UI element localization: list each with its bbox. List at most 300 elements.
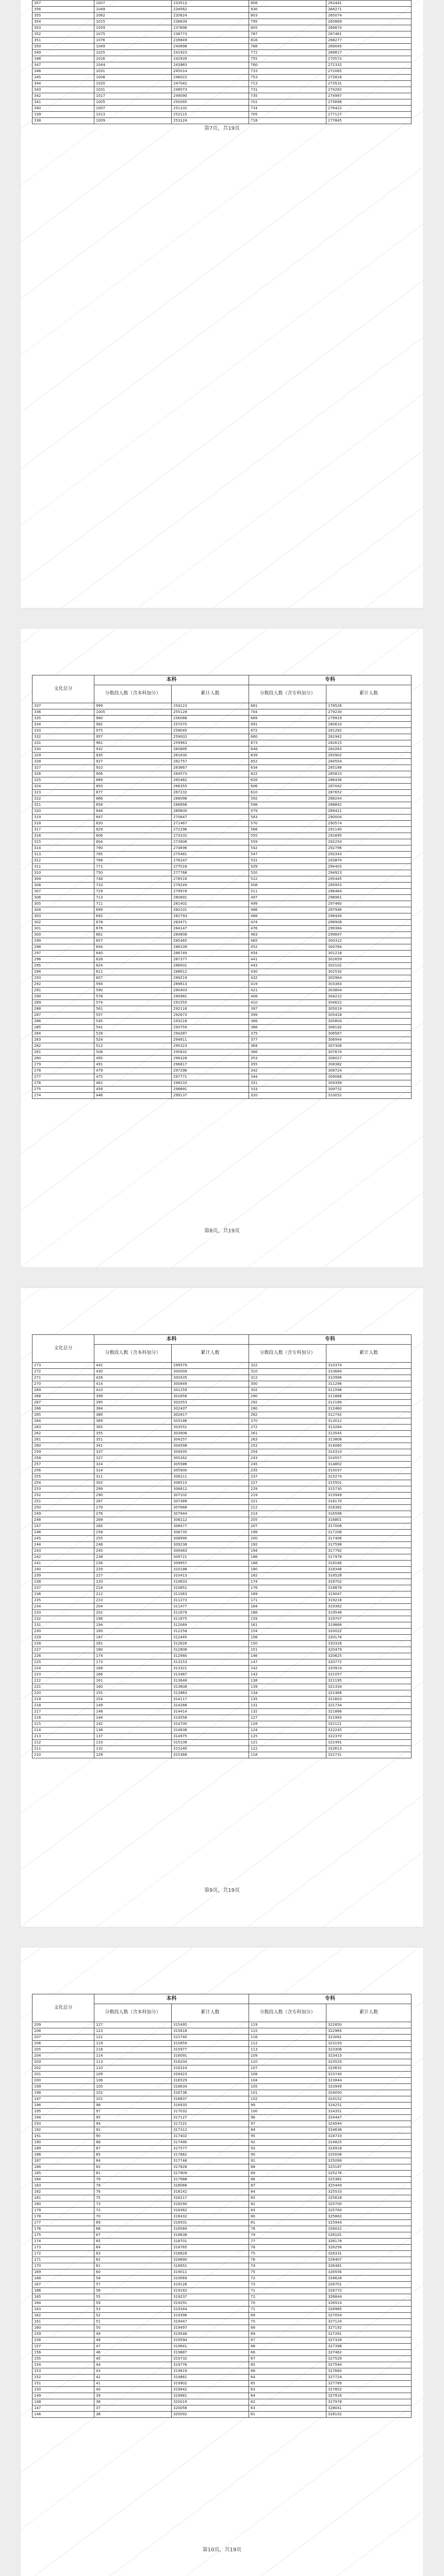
table-cell: 606: [249, 784, 326, 790]
table-cell: 122: [249, 1746, 326, 1752]
table-cell: 88: [94, 2140, 172, 2146]
table-cell: 320914: [326, 1666, 412, 1672]
table-cell: 524: [94, 1037, 172, 1043]
table-cell: 316529: [172, 2078, 249, 2084]
table-cell: 312806: [172, 1647, 249, 1653]
header-count-benke: 分数段人数（含本科加分）: [94, 685, 172, 703]
table-cell: 771: [94, 864, 172, 870]
table-cell: 328: [32, 759, 94, 765]
table-row: [32, 734, 412, 740]
table-cell: 446: [94, 1093, 172, 1099]
table-cell: 317032: [172, 2109, 249, 2115]
table-cell: 261: [32, 1437, 94, 1443]
table-cell: 109: [94, 2072, 172, 2078]
table-row: [32, 981, 412, 988]
table-cell: 306812: [172, 1486, 249, 1493]
table-cell: 318290: [172, 2201, 249, 2208]
table-cell: 308027: [326, 1056, 412, 1062]
table-row: [32, 815, 412, 821]
table-cell: 301658: [172, 1394, 249, 1400]
table-cell: 309732: [326, 1087, 412, 1093]
table-cell: 67: [94, 2232, 172, 2239]
table-cell: 652: [249, 759, 326, 765]
table-cell: 324: [32, 784, 94, 790]
table-cell: 790: [94, 845, 172, 852]
table-cell: 274997: [326, 93, 412, 99]
table-cell: 210: [94, 1598, 172, 1604]
table-cell: 312460: [326, 1406, 412, 1412]
table-cell: 820: [94, 821, 172, 827]
table-cell: 305: [32, 901, 94, 907]
table-cell: 279978: [172, 889, 249, 895]
table-cell: 326844: [326, 2294, 412, 2300]
table-cell: 961: [94, 740, 172, 747]
table-row: [32, 728, 412, 734]
table-cell: 96: [249, 2115, 326, 2121]
table-cell: 410: [249, 1000, 326, 1006]
table-cell: 278526: [326, 703, 412, 709]
table-cell: 254: [249, 1449, 326, 1455]
table-cell: 310: [32, 870, 94, 876]
table-cell: 319126: [172, 2282, 249, 2288]
table-cell: 322491: [326, 1740, 412, 1746]
table-cell: 146: [32, 2412, 94, 2418]
table-cell: 1044: [94, 62, 172, 69]
table-cell: 56: [94, 2288, 172, 2294]
table-cell: 319: [32, 815, 94, 821]
table-cell: 55: [94, 2294, 172, 2300]
table-cell: 298233: [172, 1080, 249, 1087]
table-cell: 248: [32, 1517, 94, 1523]
table-row: [32, 2313, 412, 2319]
table-cell: 128: [249, 1721, 326, 1727]
table-cell: 259002: [172, 734, 249, 740]
table-cell: 182: [32, 2189, 94, 2195]
table-cell: 351: [94, 1437, 172, 1443]
table-cell: 263441: [326, 1, 412, 7]
table-cell: 705: [249, 112, 326, 118]
table-cell: 169: [32, 2269, 94, 2276]
table-cell: 1049: [94, 44, 172, 50]
table-cell: 315368: [172, 1752, 249, 1758]
table-cell: 279: [32, 1062, 94, 1068]
table-cell: 333: [249, 1087, 326, 1093]
table-cell: 174: [32, 2239, 94, 2245]
table-cell: 168: [94, 1666, 172, 1672]
table-cell: 112: [249, 2041, 326, 2047]
table-cell: 748: [94, 876, 172, 883]
table-row: [32, 1523, 412, 1530]
table-cell: 326: [32, 771, 94, 777]
table-cell: 1075: [94, 31, 172, 38]
table-row: [32, 753, 412, 759]
table-cell: 290981: [172, 994, 249, 1000]
table-cell: 495: [94, 1056, 172, 1062]
header-group-zhuanke: 专科: [249, 1335, 412, 1345]
table-cell: 256088: [172, 716, 249, 722]
table-cell: 323949: [326, 2084, 412, 2090]
table-row: [32, 2337, 412, 2344]
table-cell: 143: [249, 1672, 326, 1678]
table-cell: 277127: [326, 112, 412, 118]
table-cell: 165: [32, 2294, 94, 2300]
table-cell: 304257: [172, 1437, 249, 1443]
table-cell: 321866: [326, 1709, 412, 1715]
table-row: [32, 2047, 412, 2053]
table-cell: 109: [249, 2053, 326, 2059]
table-cell: 327660: [326, 2368, 412, 2375]
table-cell: 324825: [326, 2140, 412, 2146]
table-cell: 311598: [326, 1387, 412, 1394]
table-cell: 932: [94, 747, 172, 753]
table-cell: 313284: [326, 1425, 412, 1431]
table-cell: 278516: [172, 876, 249, 883]
table-cell: 39: [94, 2393, 172, 2399]
table-cell: 319291: [172, 2300, 249, 2307]
table-cell: 337: [94, 1449, 172, 1455]
table-row: [32, 889, 412, 895]
table-row: [32, 901, 412, 907]
table-cell: 327054: [326, 2313, 412, 2319]
table-cell: 44: [94, 2362, 172, 2368]
table-cell: 241: [32, 1561, 94, 1567]
table-cell: 78: [249, 2226, 326, 2232]
table-cell: 661: [94, 932, 172, 938]
table-row: [32, 1684, 412, 1690]
table-row: [32, 75, 412, 81]
table-row: [32, 747, 412, 753]
table-row: [32, 1493, 412, 1499]
table-cell: 327978: [326, 2399, 412, 2405]
table-cell: 265462: [172, 777, 249, 784]
table-row: [32, 2412, 412, 2418]
table-cell: 246022: [172, 75, 249, 81]
score-distribution-table: [32, 0, 412, 124]
table-cell: 221: [249, 1499, 326, 1505]
table-cell: 306: [32, 895, 94, 901]
table-cell: 273: [32, 1363, 94, 1369]
table-cell: 242939: [172, 56, 249, 62]
table-cell: 206: [32, 2041, 94, 2047]
table-cell: 311296: [326, 1381, 412, 1387]
table-cell: 216: [32, 1715, 94, 1721]
table-cell: 348: [32, 56, 94, 62]
table-cell: 319447: [172, 2319, 249, 2325]
table-row: [32, 2065, 412, 2072]
table-cell: 910: [94, 765, 172, 771]
table-cell: 259: [32, 1449, 94, 1455]
table-cell: 319868: [326, 1622, 412, 1629]
table-row: [32, 802, 412, 808]
table-cell: 750: [94, 870, 172, 876]
table-cell: 520: [249, 870, 326, 876]
table-cell: 235: [249, 1468, 326, 1474]
table-cell: 355: [249, 1062, 326, 1068]
table-cell: 317008: [326, 1523, 412, 1530]
table-cell: 191: [32, 2133, 94, 2140]
table-cell: 75: [249, 2251, 326, 2257]
table-cell: 69: [249, 2313, 326, 2319]
table-row: [32, 852, 412, 858]
table-cell: 142: [249, 1666, 326, 1672]
table-row: [32, 1598, 412, 1604]
table-cell: 785: [94, 852, 172, 858]
table-cell: 138: [94, 1727, 172, 1734]
table-cell: 320056: [172, 2405, 249, 2412]
table-cell: 310052: [326, 1093, 412, 1099]
table-cell: 246: [32, 1530, 94, 1536]
table-cell: 302053: [172, 1400, 249, 1406]
table-cell: 314700: [172, 1721, 249, 1727]
table-cell: 292796: [326, 845, 412, 852]
table-cell: 327: [94, 1455, 172, 1462]
table-cell: 49: [94, 2331, 172, 2337]
table-cell: 299: [94, 1486, 172, 1493]
table-cell: 218: [94, 1585, 172, 1591]
table-cell: 326628: [326, 2276, 412, 2282]
table-cell: 236: [32, 1591, 94, 1598]
table-cell: 343: [32, 87, 94, 93]
table-cell: 320092: [172, 2412, 249, 2418]
table-cell: 93: [249, 2146, 326, 2152]
table-cell: 62: [94, 2257, 172, 2263]
table-cell: 84: [249, 2189, 326, 2195]
table-cell: 237: [32, 1585, 94, 1591]
table-cell: 320328: [326, 1641, 412, 1647]
table-cell: 273531: [326, 81, 412, 87]
table-cell: 82: [249, 2201, 326, 2208]
table-cell: 102: [94, 2090, 172, 2096]
table-cell: 497: [249, 895, 326, 901]
table-cell: 142: [94, 1721, 172, 1727]
header-cum-zhuanke: 累计人数: [326, 1345, 412, 1363]
table-cell: 419: [249, 981, 326, 988]
table-cell: 182: [249, 1573, 326, 1579]
table-cell: 311875: [172, 1616, 249, 1622]
table-cell: 301: [32, 926, 94, 932]
table-row: [32, 2375, 412, 2381]
table-cell: 223: [32, 1672, 94, 1678]
table-cell: 92: [249, 2140, 326, 2146]
table-cell: 299847: [326, 932, 412, 938]
table-row: [32, 1437, 412, 1443]
table-cell: 346: [32, 69, 94, 75]
table-cell: 312069: [172, 1622, 249, 1629]
document-page: [21, 629, 423, 1267]
table-cell: 124: [249, 1727, 326, 1734]
table-cell: 203: [32, 2059, 94, 2065]
table-cell: 325099: [326, 2158, 412, 2164]
table-row: [32, 722, 412, 728]
table-row: [32, 1387, 412, 1394]
table-cell: 68: [249, 2344, 326, 2350]
table-cell: 452: [249, 944, 326, 951]
table-cell: 307668: [172, 1505, 249, 1511]
table-cell: 290: [94, 1493, 172, 1499]
table-row: [32, 827, 412, 833]
table-cell: 172: [32, 2251, 94, 2257]
table-cell: 239849: [172, 38, 249, 44]
table-cell: 289421: [326, 808, 412, 815]
table-cell: 149: [32, 2393, 94, 2399]
table-row: [32, 926, 412, 932]
table-cell: 154: [32, 2362, 94, 2368]
table-row: [32, 951, 412, 957]
table-cell: 286749: [172, 951, 249, 957]
table-cell: 225: [32, 1659, 94, 1666]
table-cell: 295831: [172, 1049, 249, 1056]
table-cell: 1031: [94, 69, 172, 75]
table-cell: 276: [94, 1511, 172, 1517]
table-cell: 313321: [172, 1666, 249, 1672]
table-cell: 254: [32, 1480, 94, 1486]
table-row: [32, 1647, 412, 1653]
table-cell: 82: [94, 2164, 172, 2171]
table-cell: 357: [32, 1, 94, 7]
table-cell: 166: [94, 1672, 172, 1678]
table-header: [32, 1335, 412, 1363]
table-cell: 276247: [172, 858, 249, 864]
table-cell: 224: [32, 1666, 94, 1672]
table-row: [32, 1567, 412, 1573]
table-row: [32, 994, 412, 1000]
table-cell: 319732: [172, 2356, 249, 2362]
table-cell: 795: [249, 19, 326, 25]
table-cell: 323306: [326, 2047, 412, 2053]
table-cell: 123: [94, 2028, 172, 2035]
table-cell: 65: [94, 2239, 172, 2245]
table-cell: 283902: [326, 753, 412, 759]
table-cell: 193: [32, 2121, 94, 2127]
table-cell: 268098: [172, 796, 249, 802]
table-cell: 319382: [326, 1604, 412, 1610]
table-cell: 301659: [326, 957, 412, 963]
table-cell: 75: [94, 2195, 172, 2201]
table-cell: 212: [249, 1505, 326, 1511]
table-cell: 180: [32, 2201, 94, 2208]
table-cell: 282: [249, 1412, 326, 1418]
table-cell: 45: [94, 2356, 172, 2362]
page-footer: 第7页，共19页: [204, 126, 240, 131]
table-cell: 1008: [94, 75, 172, 81]
table-cell: 311888: [326, 1394, 412, 1400]
table-cell: 54: [94, 2300, 172, 2307]
table-cell: 297771: [172, 1074, 249, 1080]
table-cell: 268: [32, 1394, 94, 1400]
table-cell: 302437: [172, 1406, 249, 1412]
table-cell: 199: [32, 2084, 94, 2090]
table-row: [32, 1394, 412, 1400]
table-cell: 699: [94, 907, 172, 913]
table-cell: 465: [249, 938, 326, 944]
table-cell: 648: [249, 747, 326, 753]
table-cell: 284554: [326, 759, 412, 765]
table-cell: 269800: [172, 808, 249, 815]
table-cell: 326256: [326, 2245, 412, 2251]
table-cell: 90: [94, 2133, 172, 2140]
table-row: [32, 44, 412, 50]
table-cell: 366: [249, 1049, 326, 1056]
table-row: [32, 1585, 412, 1591]
table-cell: 323525: [326, 2059, 412, 2065]
table-cell: 893: [94, 784, 172, 790]
table-cell: 410: [94, 1387, 172, 1394]
table-row: [32, 106, 412, 112]
table-cell: 83: [249, 2208, 326, 2214]
table-cell: 169: [249, 1591, 326, 1598]
table-row: [32, 796, 412, 802]
table-cell: 255128: [172, 709, 249, 716]
table-cell: 274262: [326, 87, 412, 93]
table-cell: 317662: [172, 2152, 249, 2158]
table-row: [32, 1604, 412, 1610]
table-cell: 325008: [326, 2152, 412, 2158]
table-cell: 332: [32, 734, 94, 740]
table-row: [32, 2201, 412, 2208]
table-cell: 292: [32, 981, 94, 988]
table-cell: 81: [249, 2220, 326, 2226]
table-cell: 265: [32, 1412, 94, 1418]
table-cell: 331: [249, 1080, 326, 1087]
table-cell: 858: [94, 802, 172, 808]
table-cell: 159: [32, 2331, 94, 2337]
table-cell: 154: [249, 1629, 326, 1635]
table-cell: 319344: [172, 2307, 249, 2313]
table-cell: 314414: [172, 1709, 249, 1715]
table-cell: 263: [32, 1425, 94, 1431]
table-cell: 296326: [172, 1056, 249, 1062]
table-cell: 253124: [172, 118, 249, 124]
table-row: [32, 876, 412, 883]
table-row: [32, 703, 412, 709]
table-cell: 326772: [326, 2288, 412, 2294]
table-cell: 318432: [172, 2214, 249, 2220]
table-cell: 186: [249, 1554, 326, 1561]
table-row: [32, 2127, 412, 2133]
table-cell: 313153: [172, 1659, 249, 1666]
table-cell: 318346: [326, 1567, 412, 1573]
table-cell: 166: [249, 1610, 326, 1616]
table-cell: 64: [249, 2393, 326, 2399]
table-cell: 283: [32, 1037, 94, 1043]
table-cell: 314558: [172, 1715, 249, 1721]
table-cell: 331: [32, 740, 94, 747]
table-cell: 227: [32, 1647, 94, 1653]
table-cell: 281: [32, 1049, 94, 1056]
table-row: [32, 1622, 412, 1629]
table-cell: 280691: [172, 895, 249, 901]
table-cell: 304935: [172, 1449, 249, 1455]
table-cell: 245014: [172, 69, 249, 75]
table-cell: 118: [249, 1752, 326, 1758]
table-cell: 227: [249, 1480, 326, 1486]
table-cell: 278: [32, 1068, 94, 1074]
table-cell: 803: [249, 13, 326, 19]
table-cell: 293218: [172, 1019, 249, 1025]
table-row: [32, 938, 412, 944]
table-row: [32, 2189, 412, 2195]
table-cell: 325362: [326, 2177, 412, 2183]
table-row: [32, 1542, 412, 1548]
table-row: [32, 1536, 412, 1542]
table-cell: 352: [32, 31, 94, 38]
table-cell: 236639: [172, 19, 249, 25]
document-page: [21, 1288, 423, 1927]
header-score: 文化总分: [32, 1994, 94, 2022]
table-cell: 198: [249, 1530, 326, 1536]
header-group-benke: 本科: [94, 1994, 249, 2004]
table-cell: 271332: [326, 62, 412, 69]
